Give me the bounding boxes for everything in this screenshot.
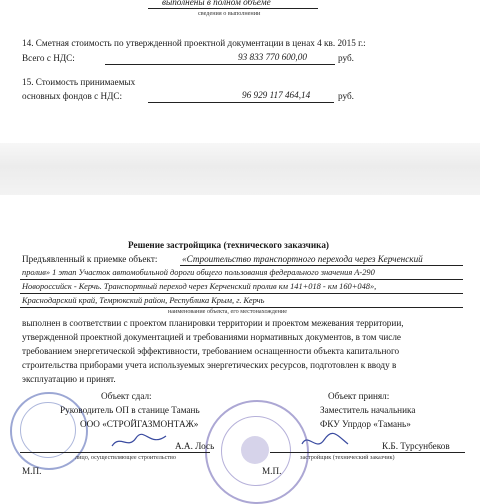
object-line: пролив» 1 этап Участок автомобильной дороги общего пользования федерального значения А-290 (22, 268, 375, 277)
object-line: Новороссийск - Керчь. Транспортный переход через Керченский пролив км 141+018 - км 160+048», (22, 282, 377, 291)
underline (180, 265, 463, 266)
left-sign-mp: М.П. (22, 466, 42, 476)
right-sign-name: К.Б. Турсунбеков (382, 441, 450, 451)
underline (20, 279, 463, 280)
page-break-band (0, 143, 480, 195)
underline (20, 452, 210, 453)
body-line: эксплуатацию и принят. (22, 374, 116, 384)
underline (20, 293, 463, 294)
right-sign-title: Объект принял: (328, 391, 390, 401)
right-sign-position: Заместитель начальника (320, 405, 416, 415)
right-sign-org: ФКУ Упрдор «Тамань» (320, 419, 411, 429)
body-line: утвержденной проектной документацией и требованиями нормативных документов, в том числе (22, 332, 402, 342)
right-sign-caption: застройщик (технический заказчик) (300, 454, 395, 461)
left-sign-caption: лицо, осуществляющее строительство (75, 454, 177, 461)
right-sign-mp: М.П. (262, 466, 282, 476)
item15-value: 96 929 117 464,14 (242, 90, 311, 100)
underline (148, 102, 334, 103)
left-sign-position: Руководитель ОП в станице Тамань (60, 405, 200, 415)
underline (148, 8, 318, 9)
object-line: «Строительство транспортного перехода через Керченский (182, 254, 423, 264)
object-line: Краснодарский край, Темрюкский район, Республика Крым, г. Керчь (22, 296, 265, 305)
left-sign-org: ООО «СТРОЙГАЗМОНТАЖ» (80, 419, 199, 429)
item15-label: основных фондов с НДС: (22, 91, 123, 101)
underline (105, 64, 335, 65)
body-line: строительства приборами учета используемых энергетических ресурсов, подготовлен к вводу в (22, 360, 397, 370)
body-line: выполнен в соответствии с проектом планировки территории и проектом межевания территории, (22, 318, 404, 328)
body-line: требованием энергетической эффективности, требованием оснащенности объекта капитального (22, 346, 400, 356)
item14-unit: руб. (338, 53, 354, 63)
underline (270, 452, 465, 453)
item14-label: Всего с НДС: (22, 53, 75, 63)
item15-unit: руб. (338, 91, 354, 101)
object-caption: наименование объекта, его местонахождение (168, 308, 287, 315)
left-signature-scribble (110, 430, 170, 452)
decision-heading: Решение застройщика (технического заказчика) (128, 240, 329, 250)
item14-value: 93 833 770 600,00 (238, 52, 307, 62)
completion-status: выполнены в полном объёме (162, 0, 271, 7)
right-signature-scribble (300, 430, 350, 452)
item14-title: 14. Сметная стоимость по утвержденной проектной документации в ценах 4 кв. 2015 г.: (22, 38, 366, 48)
completion-caption: сведения о выполнении (198, 10, 261, 17)
left-sign-name: А.А. Лось (175, 441, 215, 451)
left-sign-title: Объект сдал: (101, 391, 152, 401)
decision-intro: Предъявленный к приемке объект: (22, 254, 158, 264)
item15-title: 15. Стоимость принимаемых (22, 77, 136, 87)
